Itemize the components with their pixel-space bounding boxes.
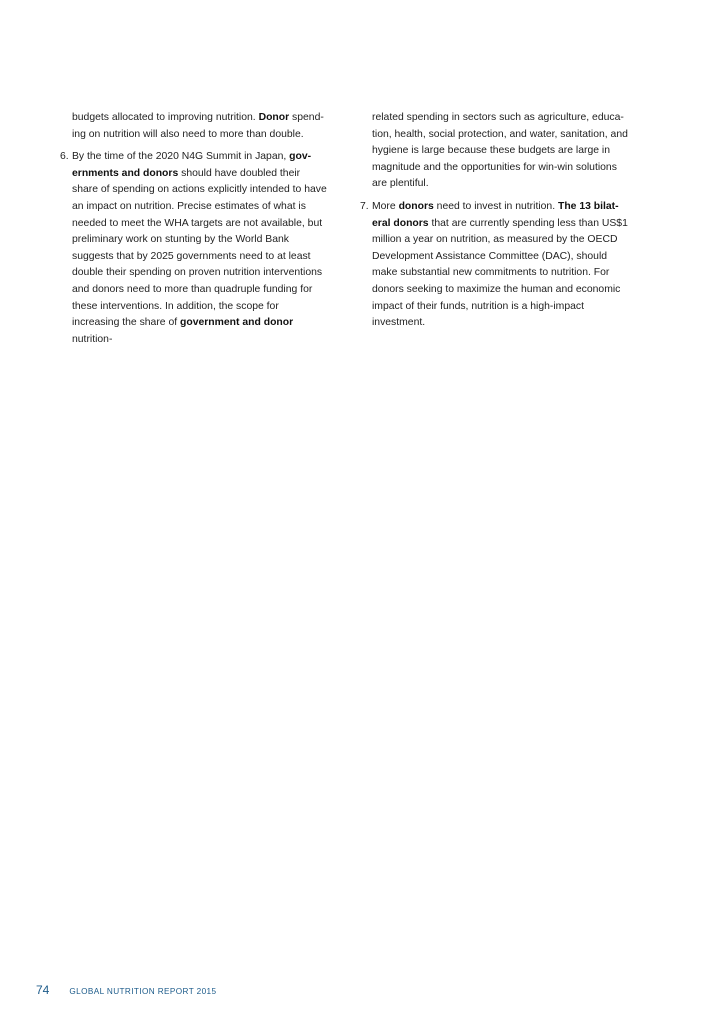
list-item-number: 7.	[360, 200, 369, 212]
list-item-7	[360, 199, 634, 332]
bold-text-segment: The 13 bilat-eral donors	[372, 200, 619, 229]
bold-text-segment: donors	[398, 200, 434, 212]
list-item-6	[60, 149, 328, 348]
bold-text-segment: government and donor	[180, 317, 294, 329]
list-item-text	[72, 149, 328, 348]
text-segment: More	[372, 200, 399, 212]
text-segment: need to invest in nutrition.	[433, 200, 558, 212]
text-segment: spend-ing on nutrition will also need to more than double.	[72, 112, 324, 140]
left-continuation-paragraph	[60, 110, 328, 143]
right-column	[360, 110, 634, 338]
page-number: 74	[36, 983, 50, 997]
left-column	[60, 110, 328, 354]
text-segment: that are currently spending less than US$1 million a year on nutrition, as measured by the OECD Development Assistance Committee (DAC), should make substantial new commitments to nutrition. For donors seeking to maximize the human and economic impact of their funds, nutrition is a high-impact investment.	[372, 217, 628, 329]
list-item-number: 6.	[60, 151, 69, 163]
list-item-text	[372, 199, 634, 332]
right-continuation-paragraph	[360, 110, 634, 193]
text-segment: budgets allocated to improving nutrition.	[72, 112, 259, 123]
page-footer	[36, 983, 216, 997]
bold-text-segment: gov-ernments and donors	[72, 151, 312, 179]
text-segment: nutrition-	[72, 333, 113, 345]
text-segment: By the time of the 2020 N4G Summit in Japan,	[72, 151, 290, 163]
report-title: GLOBAL NUTRITION REPORT 2015	[69, 987, 217, 996]
bold-text-segment: Donor	[258, 112, 290, 123]
text-segment: related spending in sectors such as agriculture, educa-tion, health, social protection, and water, sanitation, and hygiene is large because these budgets are large in magnitude and the opportunities for win-win solutions are plentiful.	[372, 112, 628, 190]
text-segment: should have doubled their share of spending on actions explicitly intended to have an impact on nutrition. Precise estimates of what is needed to meet the WHA targets are not available, but preliminary work on stunting by the World Bank suggests that by 2025 governments need to at least double their spending on proven nutrition interventions and donors need to more than quadruple funding for these interventions. In addition, the scope for increasing the share of	[72, 167, 327, 329]
